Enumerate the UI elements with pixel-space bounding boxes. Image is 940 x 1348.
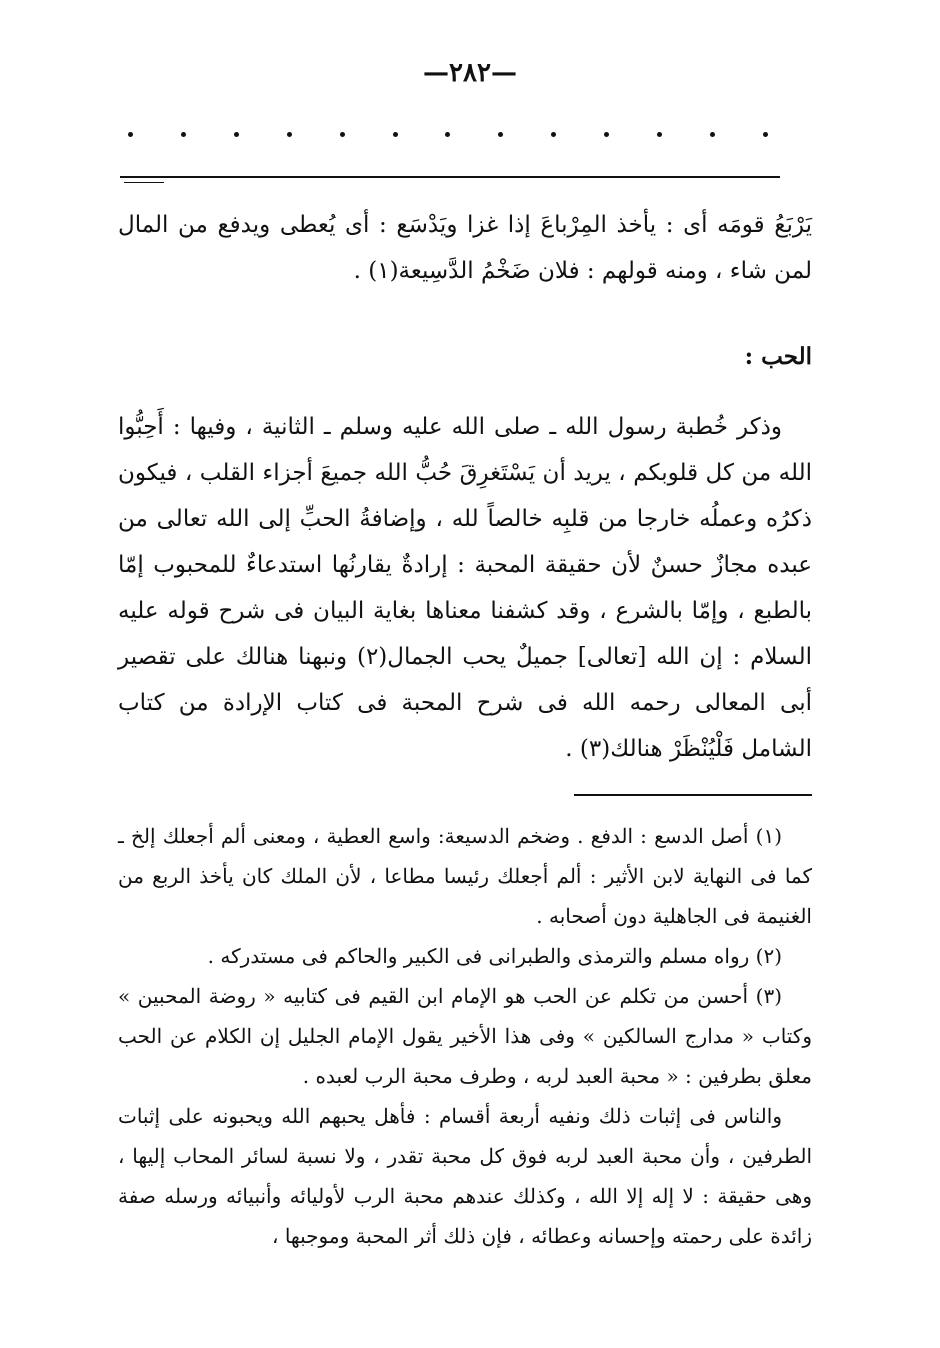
footnote-3-continuation: والناس فى إثبات ذلك ونفيه أربعة أقسام : فأهل يحبهم الله ويحبونه على إثبات الطرفين ، وأن محبة العبد لربه فوق كل محبة تقدر ، ولا نسبة لسائر المحاب إليها ، وهى حقيقة : لا إله إلا الله ، وكذلك عندهم محبة الرب لأوليائه وأنبيائه ورسله صفة زائدة على رحمته وإحسانه وعطائه ، فإن ذلك أثر المحبة وموجبها ، [118, 1104, 812, 1248]
continuation-paragraph: يَرْبَعُ قومَه أى : يأخذ المِرْباعَ إذا غزا ويَدْسَع : أى يُعطى ويدفع من المال لمن شاء ، ومنه قولهم : فلان ضَخْمُ الدَّسِيعة(١) . [118, 212, 812, 284]
footnotes [118, 816, 812, 1256]
page-number: —٢٨٢— [423, 58, 517, 88]
main-paragraph: وذكر خُطبة رسول الله ـ صلى الله عليه وسلم ـ الثانية ، وفيها : أَحِبُّوا الله من كل قلوبكم ، يريد أن يَسْتَغرِقَ حُبُّ الله جميعَ أجزاء القلب ، فيكون ذكرُه وعملُه خارجا من قلبِه خالصاً لله ، وإضافةُ الحبِّ إلى الله تعالى من عبده مجازٌ حسنٌ لأن حقيقة المحبة : إرادةٌ يقارنُها استدعاءٌ للمحبوب إمّا بالطبع ، وإمّا بالشرع ، وقد كشفنا معناها بغاية البيان فى شرح قوله عليه السلام : إن الله [تعالى] جميلٌ يحب الجمال(٢) ونبهنا هنالك على تقصير أبى المعالى رحمه الله فى شرح المحبة فى كتاب الإرادة من كتاب الشامل فَلْيُنْظَرْ هنالك(٣) . [118, 414, 813, 762]
footnote-separator [574, 794, 812, 796]
header-rule [120, 176, 780, 178]
dot [234, 132, 239, 137]
footnote-1: (١) أصل الدسع : الدفع . وضخم الدسيعة: واسع العطية ، ومعنى ألم أجعلك إلخ ـ كما فى النهاية لابن الأثير : ألم أجعلك رئيسا مطاعا ، لأن الملك كان يأخذ الربع من الغنيمة فى الجاهلية دون أصحابه . [118, 824, 812, 928]
footnote-2: (٢) رواه مسلم والترمذى والطبرانى فى الكبير والحاكم فى مستدركه . [207, 944, 782, 968]
dot [710, 132, 715, 137]
dot [340, 132, 345, 137]
dot [287, 132, 292, 137]
dot [657, 132, 662, 137]
dot [128, 132, 133, 137]
dot [498, 132, 503, 137]
main-text [118, 202, 812, 772]
dot [551, 132, 556, 137]
dot [181, 132, 186, 137]
dot [604, 132, 609, 137]
dot [393, 132, 398, 137]
section-heading: الحب : [744, 343, 812, 370]
dot [445, 132, 450, 137]
decorative-dots-row [128, 132, 768, 137]
header-rule-short [124, 182, 164, 183]
dot [763, 132, 768, 137]
footnote-3: (٣) أحسن من تكلم عن الحب هو الإمام ابن القيم فى كتابيه « روضة المحبين » وكتاب « مدارج السالكين » وفى هذا الأخير يقول الإمام الجليل إن الكلام عن الحب معلق بطرفين : « محبة العبد لربه ، وطرف محبة الرب لعبده . [118, 984, 812, 1088]
